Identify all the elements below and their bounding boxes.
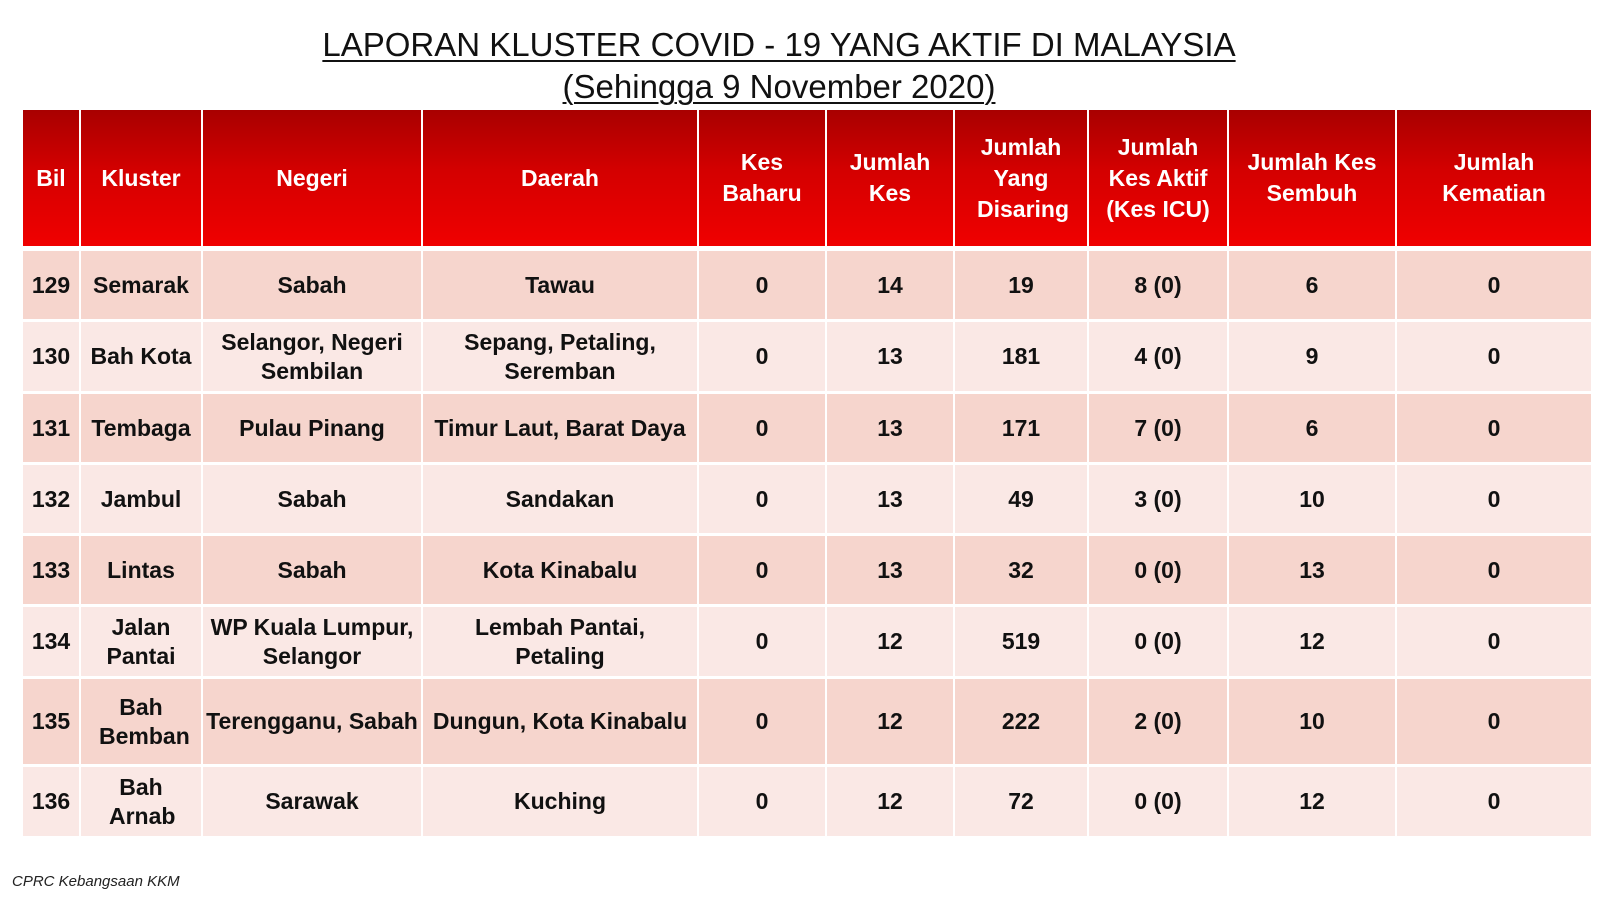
cell-bil: 133 — [23, 535, 80, 606]
cell-kluster: Bah Bemban — [80, 678, 202, 766]
cell-kes-sembuh: 10 — [1228, 464, 1396, 535]
cell-kes-baharu: 0 — [698, 321, 826, 393]
report-title-main: LAPORAN KLUSTER COVID - 19 YANG AKTIF DI MALAYSIA — [322, 26, 1236, 63]
cell-kes-baharu: 0 — [698, 766, 826, 838]
cell-kluster: Jalan Pantai — [80, 606, 202, 678]
cell-daerah: Kota Kinabalu — [422, 535, 698, 606]
cell-kluster: Lintas — [80, 535, 202, 606]
cell-negeri: Sabah — [202, 249, 422, 321]
cell-kluster: Jambul — [80, 464, 202, 535]
cell-kes-aktif: 4 (0) — [1088, 321, 1228, 393]
cell-bil: 134 — [23, 606, 80, 678]
cell-kes-aktif: 0 (0) — [1088, 535, 1228, 606]
header-kes-aktif: Jumlah Kes Aktif (Kes ICU) — [1088, 110, 1228, 249]
table-row — [23, 249, 1591, 321]
cell-kes-baharu: 0 — [698, 249, 826, 321]
cell-negeri: Pulau Pinang — [202, 393, 422, 464]
cell-kes-baharu: 0 — [698, 464, 826, 535]
header-kematian: Jumlah Kematian — [1396, 110, 1591, 249]
cluster-table — [23, 110, 1591, 839]
cell-jumlah-disaring: 72 — [954, 766, 1088, 838]
source-note: CPRC Kebangsaan KKM — [12, 873, 180, 890]
cell-kes-sembuh: 13 — [1228, 535, 1396, 606]
cell-kematian: 0 — [1396, 766, 1591, 838]
header-daerah: Daerah — [422, 110, 698, 249]
cell-bil: 130 — [23, 321, 80, 393]
table-row — [23, 535, 1591, 606]
cell-kes-aktif: 2 (0) — [1088, 678, 1228, 766]
cell-jumlah-kes: 12 — [826, 766, 954, 838]
cell-negeri: Terengganu, Sabah — [202, 678, 422, 766]
cell-jumlah-kes: 13 — [826, 393, 954, 464]
cell-kluster: Tembaga — [80, 393, 202, 464]
cell-kes-aktif: 0 (0) — [1088, 766, 1228, 838]
table-row — [23, 606, 1591, 678]
header-kluster: Kluster — [80, 110, 202, 249]
cell-kematian: 0 — [1396, 606, 1591, 678]
cell-jumlah-kes: 13 — [826, 321, 954, 393]
cell-bil: 136 — [23, 766, 80, 838]
cell-kes-aktif: 0 (0) — [1088, 606, 1228, 678]
cell-negeri: Sabah — [202, 464, 422, 535]
cell-kes-baharu: 0 — [698, 678, 826, 766]
cell-bil: 129 — [23, 249, 80, 321]
cell-kes-sembuh: 6 — [1228, 393, 1396, 464]
cell-kematian: 0 — [1396, 678, 1591, 766]
cell-jumlah-kes: 14 — [826, 249, 954, 321]
cell-negeri: WP Kuala Lumpur, Selangor — [202, 606, 422, 678]
cell-daerah: Sepang, Petaling, Seremban — [422, 321, 698, 393]
cell-jumlah-kes: 13 — [826, 535, 954, 606]
header-negeri: Negeri — [202, 110, 422, 249]
cell-kematian: 0 — [1396, 321, 1591, 393]
cell-kluster: Bah Kota — [80, 321, 202, 393]
cell-bil: 131 — [23, 393, 80, 464]
table-row — [23, 678, 1591, 766]
cell-kes-sembuh: 10 — [1228, 678, 1396, 766]
header-jumlah-disaring: Jumlah Yang Disaring — [954, 110, 1088, 249]
table-row — [23, 393, 1591, 464]
cell-kes-aktif: 8 (0) — [1088, 249, 1228, 321]
cell-jumlah-disaring: 49 — [954, 464, 1088, 535]
cell-negeri: Selangor, Negeri Sembilan — [202, 321, 422, 393]
table-header-row — [23, 110, 1591, 249]
cell-bil: 135 — [23, 678, 80, 766]
cell-jumlah-kes: 12 — [826, 606, 954, 678]
cell-daerah: Kuching — [422, 766, 698, 838]
cell-jumlah-disaring: 519 — [954, 606, 1088, 678]
cell-daerah: Lembah Pantai, Petaling — [422, 606, 698, 678]
header-kes-baharu: Kes Baharu — [698, 110, 826, 249]
cell-kes-sembuh: 6 — [1228, 249, 1396, 321]
cell-kematian: 0 — [1396, 464, 1591, 535]
cell-kluster: Semarak — [80, 249, 202, 321]
cell-negeri: Sarawak — [202, 766, 422, 838]
report-title-date: (Sehingga 9 November 2020) — [562, 68, 996, 105]
cell-kematian: 0 — [1396, 535, 1591, 606]
cell-jumlah-disaring: 19 — [954, 249, 1088, 321]
cell-kes-aktif: 7 (0) — [1088, 393, 1228, 464]
header-jumlah-kes: Jumlah Kes — [826, 110, 954, 249]
cell-jumlah-disaring: 171 — [954, 393, 1088, 464]
cell-daerah: Sandakan — [422, 464, 698, 535]
cell-daerah: Tawau — [422, 249, 698, 321]
report-title — [0, 24, 1558, 108]
cell-jumlah-disaring: 222 — [954, 678, 1088, 766]
cell-kes-sembuh: 12 — [1228, 606, 1396, 678]
cell-jumlah-kes: 13 — [826, 464, 954, 535]
cell-daerah: Dungun, Kota Kinabalu — [422, 678, 698, 766]
cell-kes-baharu: 0 — [698, 606, 826, 678]
cell-kes-aktif: 3 (0) — [1088, 464, 1228, 535]
table-row — [23, 464, 1591, 535]
header-bil: Bil — [23, 110, 80, 249]
header-kes-sembuh: Jumlah Kes Sembuh — [1228, 110, 1396, 249]
cell-daerah: Timur Laut, Barat Daya — [422, 393, 698, 464]
cell-bil: 132 — [23, 464, 80, 535]
cell-negeri: Sabah — [202, 535, 422, 606]
cell-jumlah-disaring: 181 — [954, 321, 1088, 393]
cell-jumlah-kes: 12 — [826, 678, 954, 766]
cell-kluster: Bah Arnab — [80, 766, 202, 838]
table-row — [23, 766, 1591, 838]
cell-jumlah-disaring: 32 — [954, 535, 1088, 606]
table-row — [23, 321, 1591, 393]
cell-kes-baharu: 0 — [698, 535, 826, 606]
cell-kes-sembuh: 9 — [1228, 321, 1396, 393]
cell-kes-sembuh: 12 — [1228, 766, 1396, 838]
cell-kes-baharu: 0 — [698, 393, 826, 464]
cell-kematian: 0 — [1396, 249, 1591, 321]
cell-kematian: 0 — [1396, 393, 1591, 464]
